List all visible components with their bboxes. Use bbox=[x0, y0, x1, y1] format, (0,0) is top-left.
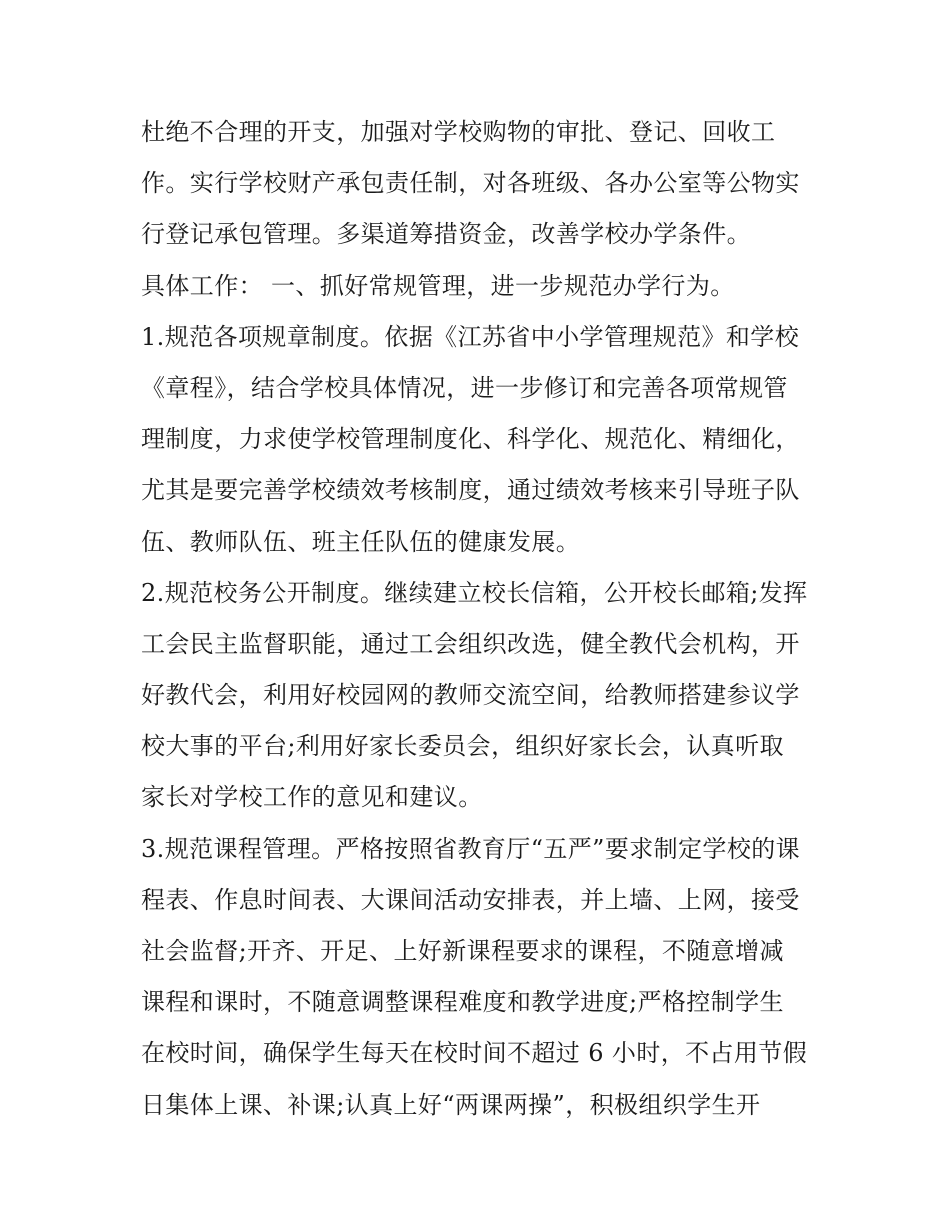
text-line: 伍、教师队伍、班主任队伍的健康发展。 bbox=[141, 527, 581, 556]
text-line: 在校时间，确保学生每天在校时间不超过 6 小时，不占用节假 bbox=[141, 1039, 808, 1068]
text-line: 工会民主监督职能，通过工会组织改选，健全教代会机构，开 bbox=[141, 629, 800, 658]
text-line: 尤其是要完善学校绩效考核制度，通过绩效考核来引导班子队 bbox=[141, 476, 800, 505]
text-line: 具体工作： 一、抓好常规管理，进一步规范办学行为。 bbox=[141, 271, 735, 300]
text-line: 2.规范校务公开制度。继续建立校长信箱，公开校长邮箱;发挥 bbox=[141, 578, 808, 607]
text-line: 理制度，力求使学校管理制度化、科学化、规范化、精细化， bbox=[141, 425, 800, 454]
text-line: 好教代会，利用好校园网的教师交流空间，给教师搭建参议学 bbox=[141, 681, 800, 710]
text-line: 作。实行学校财产承包责任制，对各班级、各办公室等公物实 bbox=[141, 169, 800, 198]
text-line: 程表、作息时间表、大课间活动安排表，并上墙、上网，接受 bbox=[141, 885, 800, 914]
text-line: 《章程》，结合学校具体情况，进一步修订和完善各项常规管 bbox=[141, 373, 788, 402]
text-line: 杜绝不合理的开支，加强对学校购物的审批、登记、回收工 bbox=[141, 118, 776, 146]
text-line: 3.规范课程管理。严格按照省教育厅“五严”要求制定学校的课 bbox=[141, 834, 801, 863]
text-line: 校大事的平台;利用好家长委员会，组织好家长会，认真听取 bbox=[141, 732, 784, 761]
text-line: 行登记承包管理。多渠道筹措资金，改善学校办学条件。 bbox=[141, 220, 751, 249]
text-line: 1.规范各项规章制度。依据《江苏省中小学管理规范》和学校 bbox=[141, 322, 800, 351]
text-line: 家长对学校工作的意见和建议。 bbox=[141, 783, 483, 812]
document-body bbox=[141, 107, 821, 1131]
text-line: 课程和课时，不随意调整课程难度和教学进度;严格控制学生 bbox=[141, 988, 784, 1017]
text-line: 日集体上课、补课;认真上好“两课两操”，积极组织学生开 bbox=[141, 1090, 761, 1119]
text-line: 社会监督;开齐、开足、上好新课程要求的课程，不随意增减 bbox=[141, 937, 784, 965]
